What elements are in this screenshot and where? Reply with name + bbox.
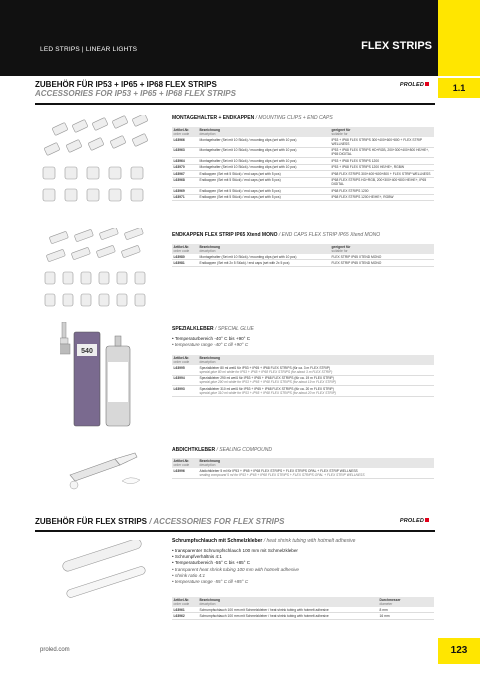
table-header-row (172, 597, 434, 607)
table-header-row (172, 127, 434, 137)
list-item: • temperature range -40° C till +90° C (172, 342, 250, 348)
section1-title-en: ACCESSORIES FOR IP53 + IP65 + IP68 FLEX STRIPS (35, 89, 236, 98)
block1-table (172, 127, 434, 201)
block1-heading-en: / MOUNTING CLIPS + END CAPS (254, 115, 333, 121)
block3-heading (172, 326, 254, 332)
list-item: • transparenter Schrumpfschlauch 100 mm mit Schmelzkleber (172, 548, 299, 554)
table-row: L63981 Endkappen (Set mit 2x 5 Stück) / end caps (set with 2x 5 pcs) FLEX STRIP IP65 XTEND MONO (172, 260, 434, 266)
table-row: L63980 Montagehalter (Set mit 10 Stück) / mounting clips (set with 10 pcs) FLEX STRIP IP65 XTEND MONO (172, 254, 434, 260)
block5-table (172, 597, 434, 620)
section2-title-de: ZUBEHÖR FÜR FLEX STRIPS (35, 517, 148, 526)
table-row: L63995 Spezialkleber 80 ml weiß für IP53 + IP65 + IP68 FLEX STRIPS (für ca. 3 m FLEX STRIP) special glue 80 ml white for IP53 + IP65 + IP68 FLEX STRIPS (for about 3 m FLEX STRIP) (172, 365, 434, 375)
block4-heading-de: ABDICHTKLEBER (172, 447, 216, 453)
proled-logo: PROLED (400, 518, 429, 524)
footer-website: proled.com (40, 647, 70, 653)
table-row: L63971 Endkappen (Set mit 5 Stück) / end caps (set with 5 pcs) IP68 FLEX STRIPS 1200 HE/HE+, RGBW (172, 194, 434, 200)
section1-heading (35, 80, 435, 98)
block4-heading-en: / SEALING COMPOUND (215, 447, 273, 453)
heat-shrink-tube-image (55, 540, 155, 610)
table-row: L63963 Montagehalter (Set mit 10 Stück) / mounting clips (set with 10 pcs) IP53 + IP68 FLEX STRIPS HD+RGB, 200+300+400+800 HE/HE+, IP65 DIGITAL (172, 147, 434, 158)
col-order-code: Artikel-Nr. order code (172, 127, 198, 137)
block5-heading-en: / heat shrink tubing with hotmelt adhesive (262, 538, 356, 544)
xtend-end-caps-image (35, 228, 165, 323)
col-description: Bezeichnung description (198, 127, 330, 137)
col-suitable-for: geeignet für suitable for (330, 244, 434, 254)
block2-table (172, 244, 434, 267)
block3-bullets (172, 336, 250, 348)
table-row: L63961 Schrumpfschlauch 100 mm mit Schmelzkleber / heat shrink tubing with hotmelt adhesive 8 mm (172, 607, 434, 613)
table-row: L63966 Montagehalter (Set mit 10 Stück) / mounting clips (set with 10 pcs) IP53 + IP68 FLEX STRIPS 300+400+600+800 + FLEX STRIP WELLNESS (172, 137, 434, 147)
block4-heading (172, 447, 272, 453)
col-suitable-for: geeignet für suitable for (330, 127, 434, 137)
table-header-row (172, 355, 434, 365)
list-item: • temperature range -55° C till +85° C (172, 579, 299, 585)
col-description: Bezeichnung description (198, 597, 378, 607)
proled-logo: PROLED (400, 82, 429, 88)
table-row: L63967 Endkappen (Set mit 5 Stück) / end caps (set with 5 pcs) IP68 FLEX STRIPS 300+400+600+800 + FLEX STRIP WELLNESS (172, 171, 434, 177)
table-row: L63968 Endkappen (Set mit 5 Stück) / end caps (set with 5 pcs) IP68 FLEX STRIPS HD+RGB, 200+300+400+800 HE/HE+, IP65 DIGITAL (172, 177, 434, 188)
page-number: 123 (438, 638, 480, 664)
block3-heading-de: SPEZIALKLEBER (172, 326, 214, 332)
block5-heading (172, 538, 355, 544)
svg-text:540: 540 (81, 348, 93, 355)
table-row: L63964 Montagehalter (Set mit 10 Stück) / mounting clips (set with 10 pcs) IP53 + IP68 FLEX STRIPS 1200 (172, 158, 434, 164)
block2-heading (172, 232, 380, 238)
mounting-clips-image (35, 115, 165, 215)
block4-table (172, 458, 434, 479)
header-accent (438, 0, 480, 76)
block1-heading (172, 115, 333, 121)
block3-table (172, 355, 434, 397)
list-item: • transparent heat shrink tubing 100 mm with hotmelt adhesive (172, 567, 299, 573)
table-row: L63993 Spezialkleber 310 ml weiß für IP53 + IP65 + IP68 FLEX STRIPS (für ca. 20 m FLEX STRIP) special glue 310 ml white for IP53 + IP65 + IP68 FLEX STRIPS (for about 20 m FLEX STRIP) (172, 386, 434, 397)
col-order-code: Artikel-Nr. order code (172, 597, 198, 607)
col-description: Bezeichnung description (198, 355, 434, 365)
section1-rule (35, 103, 435, 105)
table-row: L63969 Endkappen (Set mit 5 Stück) / end caps (set with 5 pcs) IP68 FLEX STRIPS 1200 (172, 188, 434, 194)
list-item: • shrink ratio 4:1 (172, 573, 299, 579)
table-row: L63994 Spezialkleber 290 ml weiß für IP53 + IP65 + IP68 FLEX STRIPS (für ca. 19 m FLEX STRIP) special glue 290 ml white for IP53 + IP65 + IP68 FLEX STRIPS (for about 19 m FLEX STRIP) (172, 375, 434, 386)
section1-title-de: ZUBEHÖR FÜR IP53 + IP65 + IP68 FLEX STRIPS (35, 80, 217, 89)
block3-heading-en: / SPECIAL GLUE (213, 326, 254, 332)
list-item: • Temperaturbereich -40° C bis +90° C (172, 336, 250, 342)
block2-heading-de: ENDKAPPEN FLEX STRIP IP65 Xtend MONO (172, 232, 278, 238)
section2-heading (35, 517, 435, 526)
col-order-code: Artikel-Nr. order code (172, 244, 198, 254)
table-row: L63996 Abdichtkleber 5 ml für IP53 + IP65 + IP68 FLEX STRIPS + FLEX STRIPS OPAL + FLEX STRIP WELLNESS sealing compound 5 ml for IP53 + IP65 + IP68 FLEX STRIPS + FLEX STRIPS OPAL + FLEX STRIP WELLNESS (172, 468, 434, 478)
list-item: • Schrumpfverhältnis 4:1 (172, 554, 299, 560)
section2-title (35, 517, 435, 526)
col-order-code: Artikel-Nr. order code (172, 355, 198, 365)
sealing-compound-image (60, 445, 150, 500)
col-description: Bezeichnung description (198, 244, 330, 254)
block1-heading-de: MONTAGEHALTER + ENDKAPPEN (172, 115, 255, 121)
chapter-tab: 1.1 (438, 78, 480, 98)
table-header-row (172, 458, 434, 468)
table-row: L63970 Montagehalter (Set mit 10 Stück) / mounting clips (set with 10 pcs) IP53 + IP68 FLEX STRIPS 1200 HE/HE+, RGBW (172, 164, 434, 170)
col-diameter: Durchmesser diameter (378, 597, 434, 607)
col-description: Bezeichnung description (198, 458, 434, 468)
header-category: LED STRIPS | LINEAR LIGHTS (40, 46, 138, 53)
special-glue-image (60, 322, 140, 430)
page-header (0, 0, 480, 76)
table-row: L63962 Schrumpfschlauch 100 mm mit Schmelzkleber / heat shrink tubing with hotmelt adhesive 16 mm (172, 613, 434, 619)
block5-bullets (172, 548, 299, 585)
section2-rule (35, 530, 435, 532)
table-header-row (172, 244, 434, 254)
section2-title-en: / ACCESSORIES FOR FLEX STRIPS (147, 517, 285, 526)
col-order-code: Artikel-Nr. order code (172, 458, 198, 468)
list-item: • Temperaturbereich -55° C bis +85° C (172, 560, 299, 566)
header-title: FLEX STRIPS (361, 40, 432, 52)
block2-heading-en: / END CAPS FLEX STRIP IP65 Xtend MONO (277, 232, 381, 238)
block5-heading-de: Schrumpfschlauch mit Schmelzkleber (172, 538, 263, 544)
